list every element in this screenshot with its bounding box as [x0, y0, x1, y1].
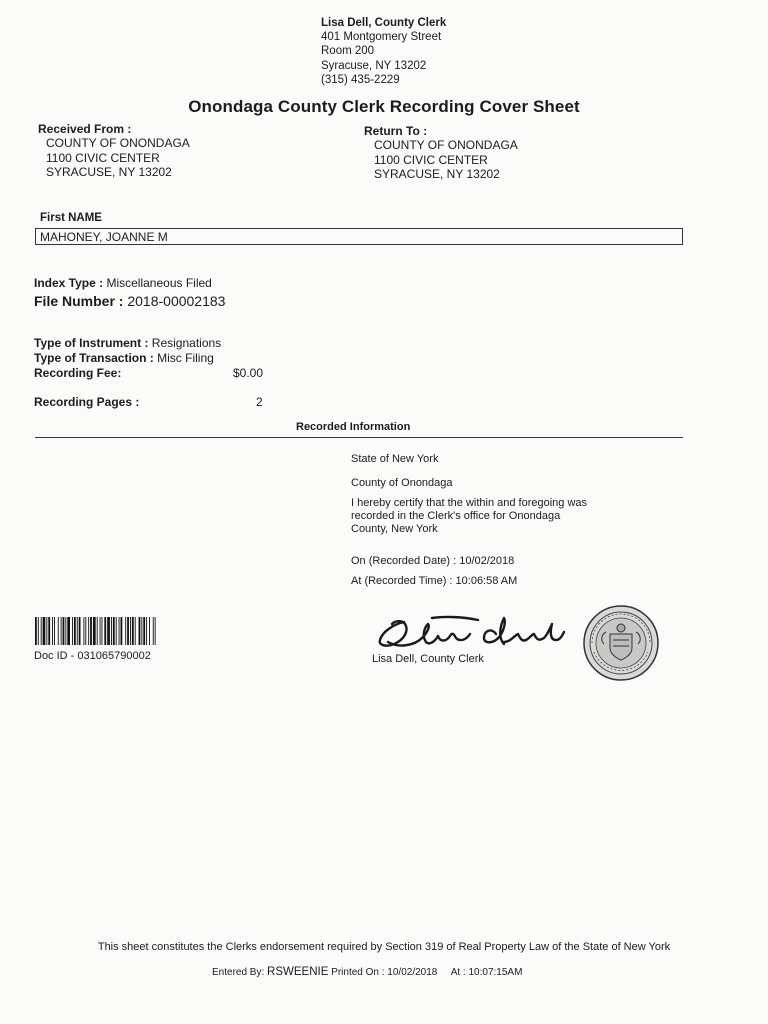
printed-at: At : 10:07:15AM [450, 967, 523, 978]
clerk-phone: (315) 435-2229 [321, 73, 400, 86]
file-number-label: File Number : [34, 293, 124, 309]
return-to-block [364, 124, 624, 182]
cert-county: County of Onondaga [351, 477, 453, 489]
instrument-label: Type of Instrument : [34, 336, 149, 350]
footer-statement: This sheet constitutes the Clerks endorsement required by Section 319 of Real Property Law of the State of New York [97, 941, 671, 953]
entered-by-user: RSWEENIE [267, 966, 329, 978]
cert-statement-line: I hereby certify that the within and foregoing was [351, 497, 588, 509]
index-type-value: Miscellaneous Filed [106, 276, 212, 290]
transaction-row [34, 351, 214, 365]
certification-block [351, 453, 651, 588]
clerk-room: Room 200 [321, 45, 375, 58]
clerk-street: 401 Montgomery Street [321, 31, 442, 44]
footer-entry [212, 966, 522, 978]
section-divider [35, 437, 683, 438]
received-from-label: Received From : [38, 122, 132, 136]
received-from-line: 1100 CIVIC CENTER [46, 150, 160, 165]
recorded-information-heading: Recorded Information [296, 421, 411, 433]
document-title: Onondaga County Clerk Recording Cover Sheet [188, 97, 580, 116]
transaction-label: Type of Transaction : [34, 351, 154, 365]
recording-pages-label: Recording Pages : [34, 395, 140, 409]
entered-by-label: Entered By: [212, 967, 265, 978]
instrument-value: Resignations [151, 336, 222, 350]
clerk-sign-name: Lisa Dell, County Clerk [372, 653, 484, 665]
return-to-label: Return To : [364, 124, 428, 138]
received-from-line: SYRACUSE, NY 13202 [46, 165, 172, 179]
recorded-date: On (Recorded Date) : 10/02/2018 [351, 555, 515, 567]
cert-state: State of New York [351, 453, 439, 465]
file-number-value: 2018-00002183 [127, 293, 226, 309]
cert-statement-line: County, New York [351, 523, 438, 535]
recorded-time: At (Recorded Time) : 10:06:58 AM [351, 575, 518, 587]
index-type-row [34, 276, 212, 290]
cert-statement-line: recorded in the Clerk's office for Onondaga [351, 510, 561, 522]
return-to-line: 1100 CIVIC CENTER [374, 152, 488, 167]
instrument-row [34, 336, 221, 350]
first-name-label: First NAME [40, 212, 102, 224]
clerk-name: Lisa Dell, County Clerk [321, 17, 447, 29]
file-number-row [34, 293, 225, 309]
clerk-signature [374, 612, 570, 654]
return-to-line: COUNTY OF ONONDAGA [374, 138, 518, 152]
doc-id: Doc ID - 031065790002 [34, 650, 151, 662]
barcode-icon [34, 617, 208, 645]
printed-on: Printed On : 10/02/2018 [331, 967, 438, 978]
received-from-block [38, 122, 298, 180]
received-from-line: COUNTY OF ONONDAGA [46, 136, 190, 150]
clerk-city: Syracuse, NY 13202 [321, 59, 427, 72]
recording-fee-label: Recording Fee: [34, 366, 122, 380]
county-seal-icon [582, 604, 660, 682]
recording-fee-value: $0.00 [233, 366, 264, 380]
index-type-label: Index Type : [34, 276, 104, 290]
first-name-value: MAHONEY, JOANNE M [40, 230, 168, 244]
return-to-line: SYRACUSE, NY 13202 [374, 167, 500, 181]
clerk-header [321, 16, 561, 87]
recording-pages-value: 2 [256, 395, 263, 409]
transaction-value: Misc Filing [157, 351, 214, 365]
